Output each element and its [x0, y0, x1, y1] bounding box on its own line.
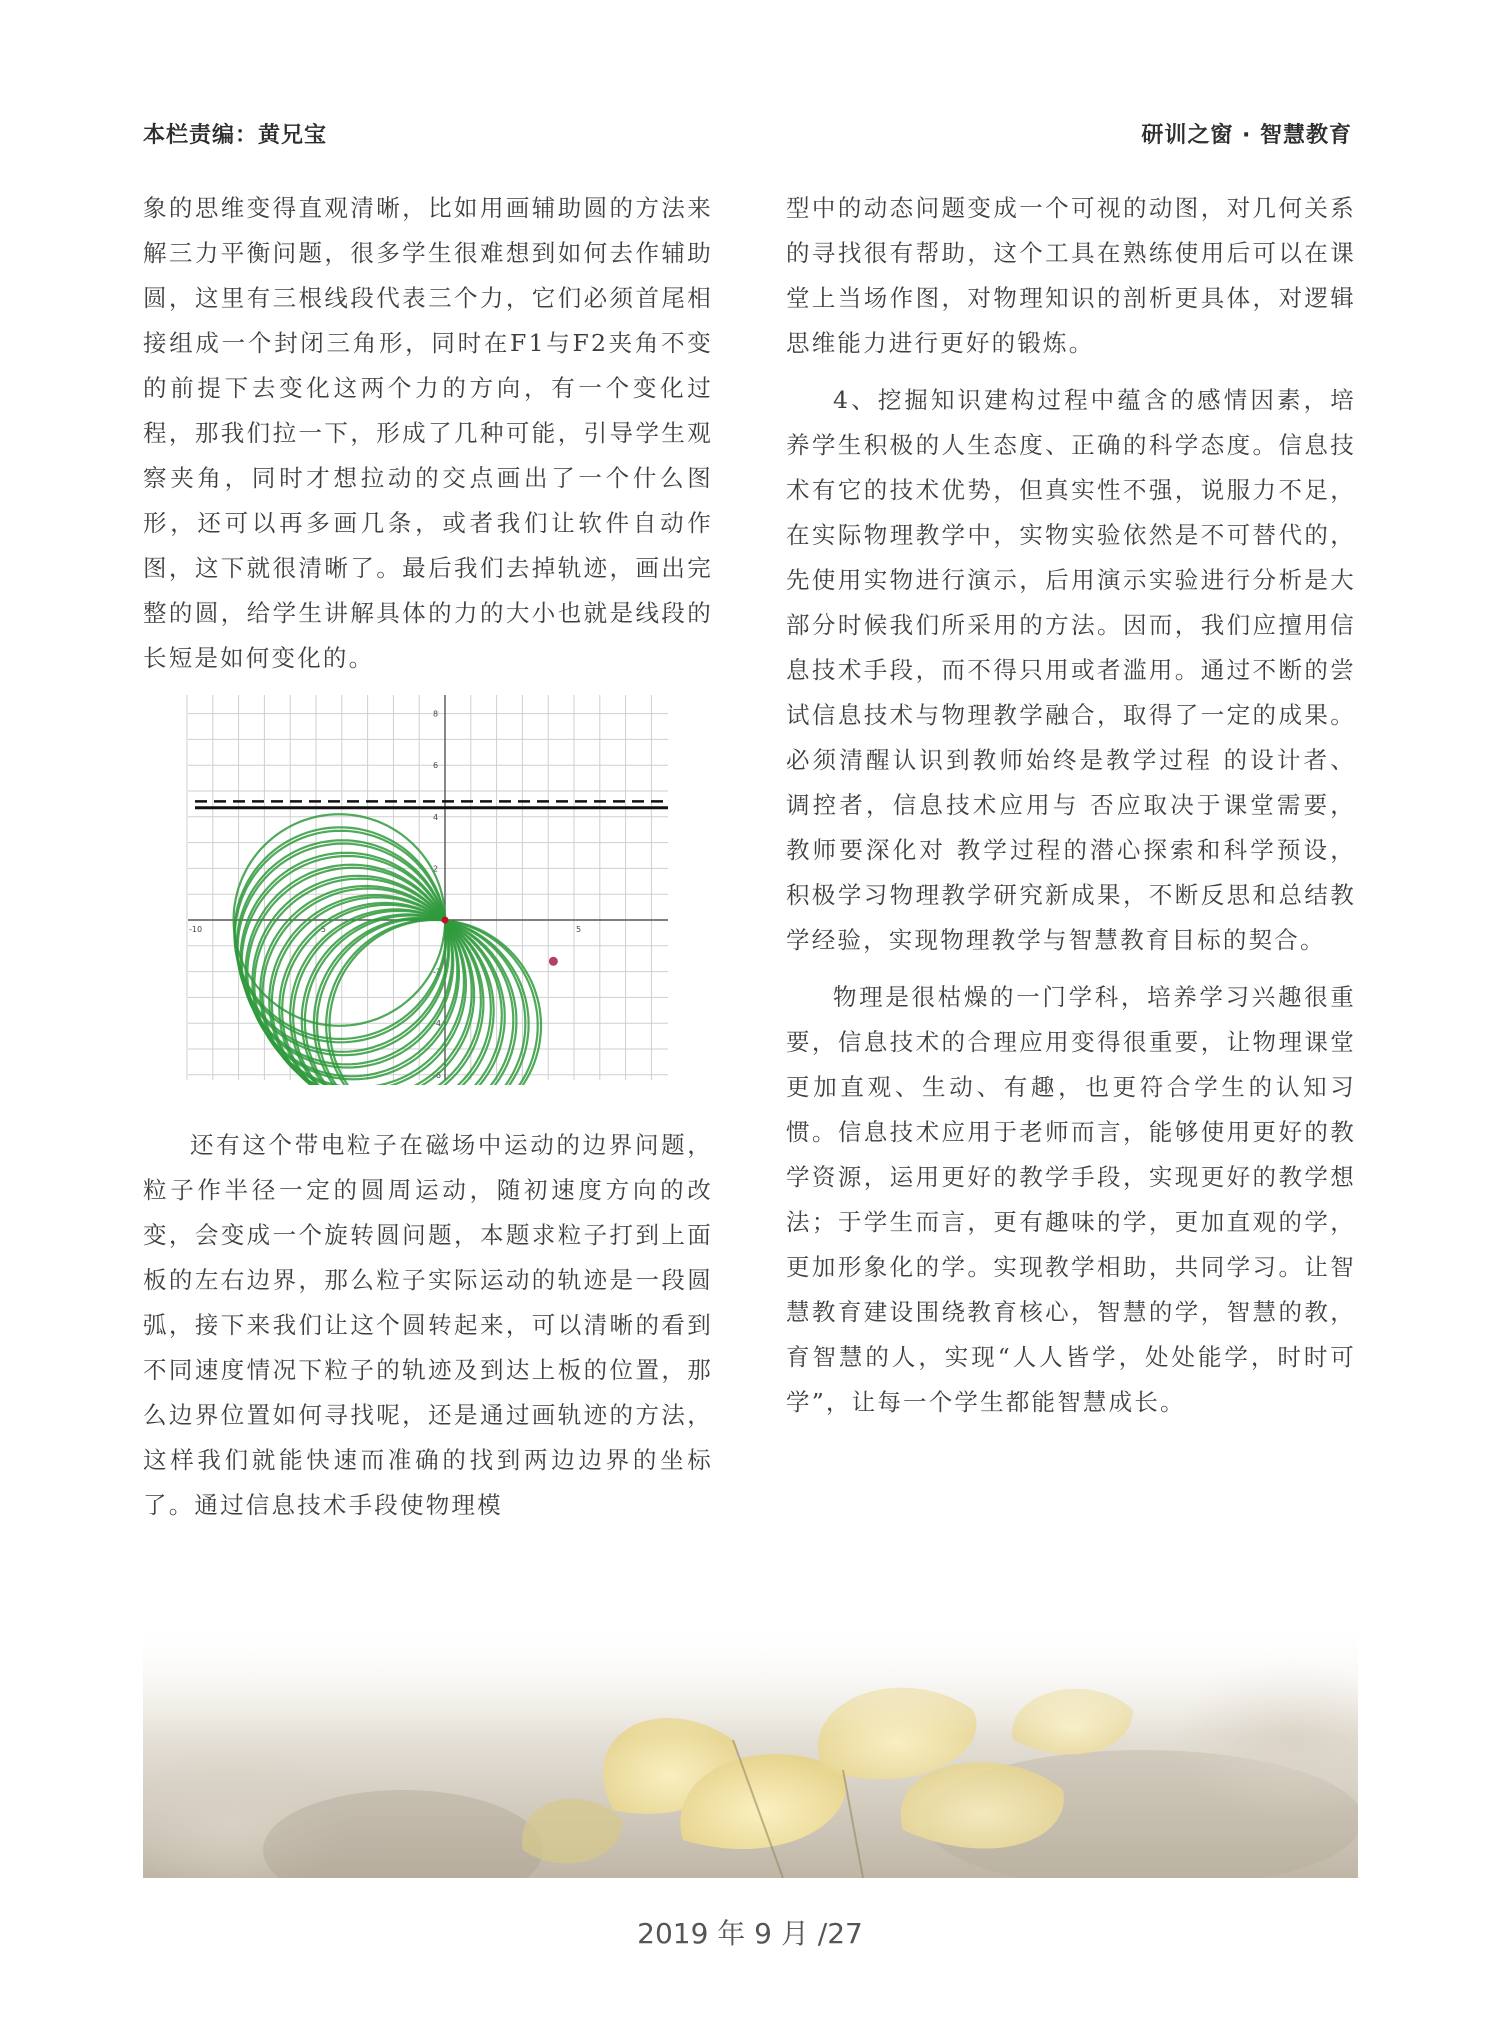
paragraph: 象的思维变得直观清晰，比如用画辅助圆的方法来解三力平衡问题，很多学生很难想到如何去作辅助圆，这里有三根线段代表三个力，它们必须首尾相接组成一个封闭三角形，同时在F1与F2夹角不变的前提下去变化这两个力的方向，有一个变化过程，那我们拉一下，形成了几种可能，引导学生观察夹角，同时才想拉动的交点画出了一个什么图形，还可以再多画几条，或者我们让软件自动作图，这下就很清晰了。最后我们去掉轨迹，画出完整的圆，给学生讲解具体的力的大小也就是线段的长短是如何变化的。 [143, 194, 713, 672]
y-tick-label: 8 [433, 709, 439, 719]
x-tick-label: -5 [318, 925, 326, 934]
paragraph: 4、挖掘知识建构过程中蕴含的感情因素，培养学生积极的人生态度、正确的科学态度。信息技术有它的技术优势，但真实性不强，说服力不足，在实际物理教学中，实物实验依然是不可替代的，先使用实物进行演示，后用演示实验进行分析是大部分时候我们所采用的方法。因而，我们应擅用信息技术手段，而不得只用或者滥用。通过不断的尝试信息技术与物理教学融合，取得了一定的成果。必须清醒认识到教师始终是教学过程 的设计者、调控者，信息技术应用与 否应取决于课堂需要，教师要深化对 教学过程的潜心探索和科学预设，积极学习物理教学研究新成果，不断反思和总结教学经验，实现物理教学与智慧教育目标的契合。 [786, 386, 1356, 954]
trajectory-plot [183, 690, 673, 1085]
x-tick-label: 5 [576, 925, 582, 934]
origin-point [442, 917, 449, 924]
left-column-top [143, 186, 713, 681]
paragraph: 还有这个带电粒子在磁场中运动的边界问题，粒子作半径一定的圆周运动，随初速度方向的改变，会变成一个旋转圆问题，本题求粒子打到上面板的左右边界，那么粒子实际运动的轨迹是一段圆弧，接下来我们让这个圆转起来，可以清晰的看到不同速度情况下粒子的轨迹及到达上板的位置，那么边界位置如何寻找呢，还是通过画轨迹的方法，这样我们就能快速而准确的找到两边边界的坐标了。通过信息技术手段使物理模 [143, 1131, 713, 1519]
reference-point [549, 957, 558, 966]
paragraph: 型中的动态问题变成一个可视的动图，对几何关系的寻找很有帮助，这个工具在熟练使用后可以在课堂上当场作图，对物理知识的剖析更具体，对逻辑思维能力进行更好的锻炼。 [786, 194, 1356, 357]
column-editor: 本栏责编：黄兄宝 [143, 123, 328, 148]
y-tick-label: 4 [433, 812, 439, 822]
y-tick-label: -4 [433, 1019, 441, 1029]
y-tick-label: 6 [433, 761, 439, 771]
x-tick-label: -10 [189, 925, 203, 934]
ginkgo-banner-image [143, 1620, 1358, 1878]
left-column-bottom [143, 1123, 713, 1528]
rotating-circle-figure [183, 690, 673, 1085]
y-tick-label: -6 [433, 1070, 441, 1080]
y-tick-label: -2 [433, 967, 441, 977]
page-number: 2019 年 9 月 /27 [637, 1917, 863, 1950]
section-title: 研训之窗 · 智慧教育 [1141, 123, 1352, 148]
right-column [786, 186, 1356, 1425]
y-tick-label: 2 [433, 864, 439, 874]
paragraph: 物理是很枯燥的一门学科，培养学习兴趣很重要，信息技术的合理应用变得很重要，让物理课堂更加直观、生动、有趣，也更符合学生的认知习惯。信息技术应用于老师而言，能够使用更好的教学资源，运用更好的教学手段，实现更好的教学想法；于学生而言，更有趣味的学，更加直观的学，更加形象化的学。实现教学相助，共同学习。让智慧教育建设围绕教育核心，智慧的学，智慧的教，育智慧的人，实现“人人皆学，处处能学，时时可学”，让每一个学生都能智慧成长。 [786, 983, 1356, 1416]
